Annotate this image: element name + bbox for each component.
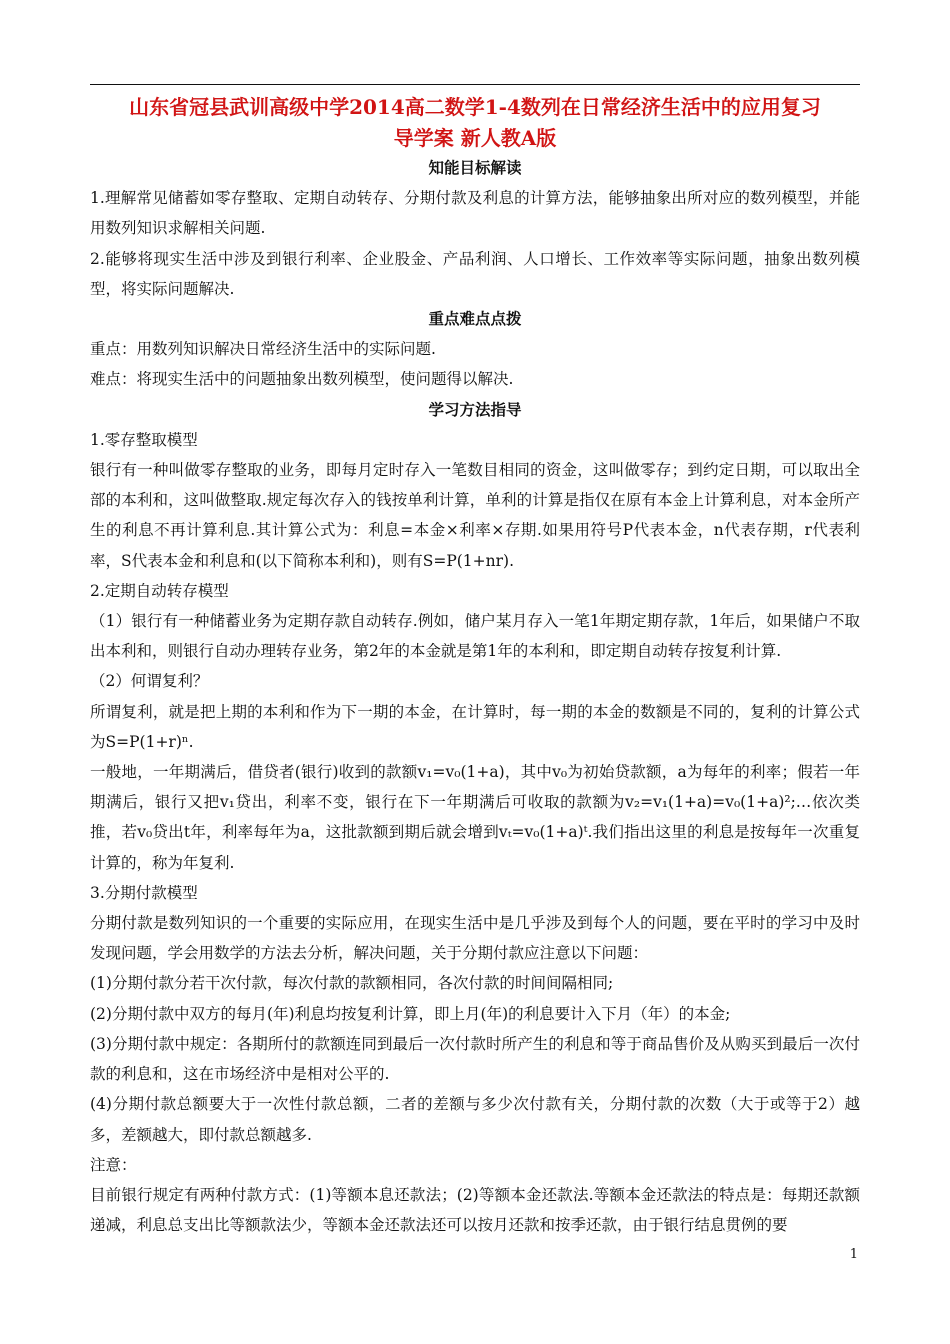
document-title (90, 92, 860, 154)
model-2-paragraph-3: 所谓复利，就是把上期的本利和作为下一期的本金，在计算时，每一期的本金的数额是不同的，复利的计算公式为S=P(1+r)ⁿ. (90, 702, 860, 751)
difficult-point: 难点：将现实生活中的问题抽象出数列模型，使问题得以解决. (90, 370, 514, 389)
section-heading-objectives: 知能目标解读 (428, 158, 522, 177)
model-2-paragraph-4: 一般地，一年期满后，借贷者(银行)收到的款额v₁=v₀(1+a)，其中v₀为初始贷款额，a为每年的利率；假若一年期满后，银行又把v₁贷出，利率不变，银行在下一年期满后可收取的款额为v₂=v₁(1+a)=v₀(1+a)²;…依次类推，若v₀贷出t年，利率每年为a，这批款额到期后就会增到vₜ=v₀(1+a)ᵗ.我们指出这里的利息是按每年一次重复计算的，称为年复利. (90, 763, 860, 872)
model-3-item-3: (3)分期付款中规定：各期所付的款额连同到最后一次付款时所产生的利息和等于商品售价及从购买到最后一次付款的利息和，这在市场经济中是相对公平的. (90, 1034, 860, 1084)
document-body (90, 153, 860, 1240)
model-3-item-4: (4)分期付款总额要大于一次性付款总额，二者的差额与多少次付款有关，分期付款的次数（大于或等于2）越多，差额越大，即付款总额越多. (90, 1095, 860, 1144)
section-heading-methods: 学习方法指导 (428, 399, 522, 419)
model-3-intro: 分期付款是数列知识的一个重要的实际应用，在现实生活中是几乎涉及到每个人的问题，要在平时的学习中及时发现问题，学会用数学的方法去分析，解决问题，关于分期付款应注意以下问题： (90, 914, 860, 963)
model-3-item-1: (1)分期付款分若干次付款，每次付款的款额相同，各次付款的时间间隔相同; (90, 974, 614, 993)
model-1-title: 1.零存整取模型 (90, 430, 198, 449)
model-2-paragraph-2: （2）何谓复利？ (90, 672, 209, 691)
note-label: 注意： (90, 1155, 137, 1174)
header-rule (90, 84, 860, 85)
title-line-2: 导学案 新人教A版 (393, 126, 557, 150)
note-text: 目前银行规定有两种付款方式：(1)等额本息还款法；(2)等额本金还款法.等额本金还款法的特点是：每期还款额递减，利息总支出比等额款法少，等额本金还款法还可以按月还款和按季还款，由于银行结息贯例的要 (90, 1185, 860, 1235)
section-heading-key-points: 重点难点点拨 (428, 309, 522, 329)
title-line-1: 山东省冠县武训高级中学2014高二数学1-4数列在日常经济生活中的应用复习 (129, 95, 821, 119)
model-3-title: 3.分期付款模型 (90, 883, 198, 902)
page-number: 1 (849, 1247, 858, 1262)
model-3-item-2: (2)分期付款中双方的每月(年)利息均按复利计算，即上月(年)的利息要计入下月（年）的本金; (90, 1004, 731, 1023)
key-point: 重点：用数列知识解决日常经济生活中的实际问题. (90, 340, 436, 359)
objective-2: 2.能够将现实生活中涉及到银行利率、企业股金、产品利润、人口增长、工作效率等实际问题，抽象出数列模型，将实际问题解决. (90, 249, 860, 298)
model-2-paragraph-1: （1）银行有一种储蓄业务为定期存款自动转存.例如，储户某月存入一笔1年期定期存款，1年后，如果储户不取出本利和，则银行自动办理转存业务，第2年的本金就是第1年的本利和，即定期自动转存按复利计算. (90, 612, 860, 661)
model-2-title: 2.定期自动转存模型 (90, 581, 229, 600)
model-1-text: 银行有一种叫做零存整取的业务，即每月定时存入一笔数目相同的资金，这叫做零存；到约定日期，可以取出全部的本利和，这叫做整取.规定每次存入的钱按单利计算，单利的计算是指仅在原有本金上计算利息，对本金所产生的利息不再计算利息.其计算公式为：利息=本金×利率×存期.如果用符号P代表本金，n代表存期，r代表利率，S代表本金和利息和(以下简称本利和)，则有S=P(1+nr). (90, 461, 860, 570)
objective-1: 1.理解常见储蓄如零存整取、定期自动转存、分期付款及利息的计算方法，能够抽象出所对应的数列模型，并能用数列知识求解相关问题. (90, 189, 860, 238)
